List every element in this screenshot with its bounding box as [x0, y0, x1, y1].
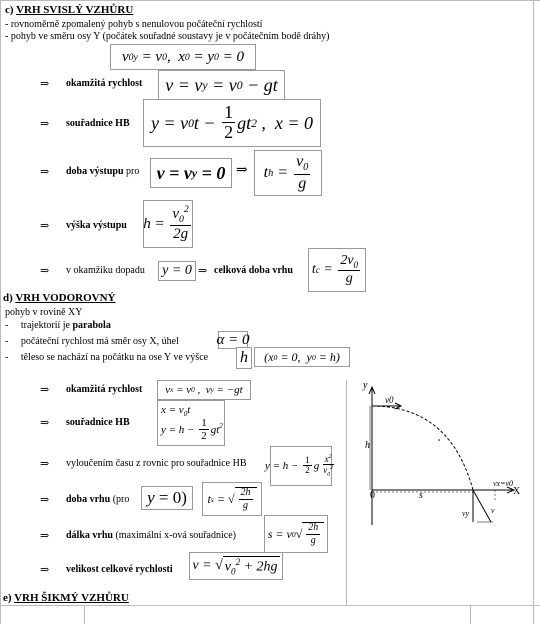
implies-arrow: ⇒	[40, 417, 50, 429]
page-bottom-divider	[470, 605, 471, 624]
diagram-label-s: s	[419, 490, 423, 501]
section-c-bullet-2: - pohyb ve směru osy Y (počátek souřadné soustavy je v počátečním bodě dráhy)	[5, 31, 330, 42]
page-right-border	[533, 0, 534, 624]
formula-d-initial-position: (x 0 = 0, y 0 = h)	[254, 347, 350, 367]
diagram-label-origin: 0	[370, 490, 375, 501]
diagram-label-h: h	[365, 440, 370, 451]
section-d-bullet-3: - těleso se nachází na počátku na ose Y ve výšce	[5, 352, 209, 363]
label-c-ascent-time: doba výstupu pro	[66, 166, 140, 177]
formula-d-flight-condition: y = 0)	[141, 486, 193, 510]
diagram-label-y: y	[363, 380, 368, 391]
label-d-velocity: okamžitá rychlost	[66, 384, 143, 395]
formula-c-ascent-height: h = $\frac{v_0^2}{2g}$	[143, 200, 193, 248]
implies-arrow: ⇒	[198, 265, 208, 277]
label-c-ascent-height: výška výstupu	[66, 220, 127, 231]
label-d-elimination: vyloučením času z rovnic pro souřadnice HB	[66, 458, 247, 469]
section-d-bullet-1: - trajektorií je parabola	[5, 320, 111, 331]
formula-initial-conditions: v 0y = v 0 , x 0 = y 0 = 0	[110, 44, 256, 70]
label-d-coordinates: souřadnice HB	[66, 417, 130, 428]
diagram-left-guide	[346, 380, 347, 605]
section-d-bullet-2: - počáteční rychlost má směr osy X, úhel	[5, 336, 179, 347]
diagram-label-vy: vy	[462, 509, 470, 518]
implies-arrow: ⇒	[40, 265, 50, 277]
implies-arrow: ⇒	[40, 458, 50, 470]
diagram-v-arrow	[473, 490, 491, 522]
section-d-heading: d) VRH VODOROVNÝ	[3, 292, 116, 304]
page-bottom-rule	[0, 605, 540, 606]
formula-d-flight-time: t s = √ $\frac{2h}{g}$	[202, 482, 262, 516]
section-c-heading: c) VRH SVISLÝ VZHŮRU	[5, 4, 134, 16]
formula-c-ascent-time: t h = $\frac{v_0}{g}$	[254, 150, 322, 196]
horizontal-projection-diagram	[355, 380, 531, 530]
label-d-total-speed: velikost celkové rychlosti	[66, 564, 173, 575]
implies-arrow: ⇒	[40, 118, 50, 130]
diagram-label-v0: v0	[385, 395, 394, 405]
diagram-trajectory	[372, 406, 473, 490]
label-d-flight-time: doba vrhu (pro	[66, 494, 130, 505]
page-top-border	[0, 0, 540, 1]
diagram-label-vx: vx=v0	[493, 479, 514, 488]
label-c-impact: v okamžiku dopadu	[66, 265, 145, 276]
formula-d-coordinates: $x = v_0t$ y = h − $\frac{1}{2}$ $gt^2$	[157, 400, 225, 446]
formula-d-angle: α = 0	[216, 331, 250, 348]
section-c-bullet-1: - rovnoměrně zpomalený pohyb s nenulovou počáteční rychlostí	[5, 19, 263, 30]
section-d-line-1: pohyb v rovině XY	[5, 307, 83, 318]
label-c-coordinates: souřadnice HB	[66, 118, 130, 129]
formula-d-trajectory: y = h − $\frac{1}{2}$ g $\frac{x^2}{v_0^2}$	[270, 446, 332, 486]
implies-arrow: ⇒	[40, 220, 50, 232]
implies-arrow: ⇒	[40, 166, 50, 178]
formula-c-impact: y = 0	[158, 261, 196, 281]
page-bottom-divider-2	[84, 605, 85, 624]
diagram-label-x: X	[513, 486, 521, 497]
formula-d-total-speed: v = √ $v_0^2 + 2hg$	[189, 552, 283, 580]
implies-arrow: ⇒	[40, 564, 50, 576]
label-c-total-time: celková doba vrhu	[214, 265, 293, 276]
formula-d-velocity: v x = v 0 , v y = −gt	[157, 380, 251, 400]
formula-d-height-symbol: h	[236, 347, 252, 369]
section-e-heading: e) VRH ŠIKMÝ VZHŮRU	[3, 592, 129, 604]
formula-c-velocity: v = v y = v 0 − gt	[158, 70, 285, 100]
implies-arrow: ⇒	[40, 78, 50, 90]
formula-c-ascent-condition: v = v y = 0	[150, 158, 232, 188]
implies-arrow: ⇒	[40, 494, 50, 506]
implies-arrow: ⇒	[40, 384, 50, 396]
formula-d-range: s = v 0 √ $\frac{2h}{g}$	[264, 515, 328, 553]
diagram-label-v: v	[491, 506, 495, 515]
diagram-svg	[355, 380, 531, 530]
label-d-range: dálka vrhu (maximální x-ová souřadnice)	[66, 530, 236, 541]
formula-c-total-time: t c = $\frac{2v_0}{g}$	[308, 248, 366, 292]
formula-c-coordinates: y = v 0 t − $\frac{1}{2}$ gt 2 , x = 0	[143, 99, 321, 147]
implies-arrow: ⇒	[236, 163, 248, 178]
page-left-border	[0, 0, 1, 624]
implies-arrow: ⇒	[40, 530, 50, 542]
label-c-velocity: okamžitá rychlost	[66, 78, 143, 89]
